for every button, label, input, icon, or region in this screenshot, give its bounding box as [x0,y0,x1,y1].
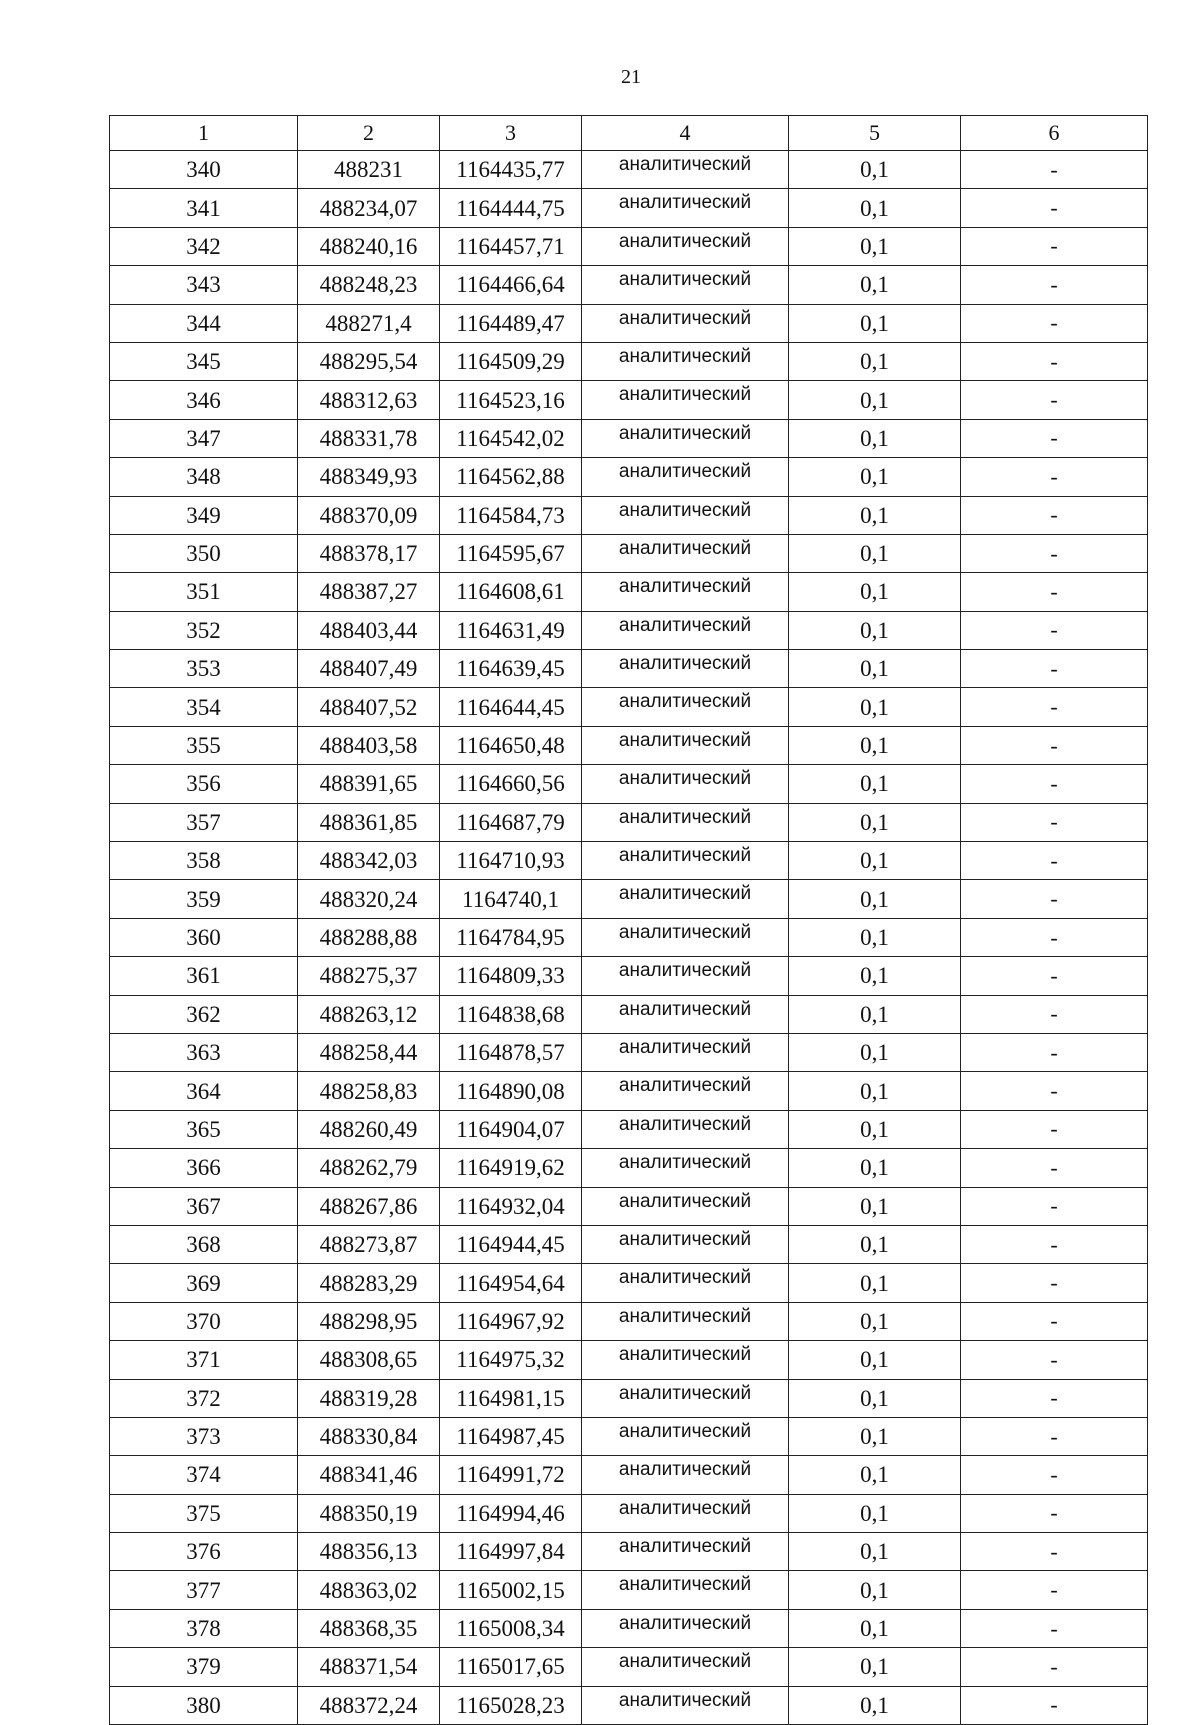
method-cell: аналитический [582,1686,789,1724]
accuracy-cell: 0,1 [789,227,961,265]
note-cell: - [961,1648,1148,1686]
x-coordinate-cell: 488403,44 [298,611,440,649]
accuracy-cell: 0,1 [789,880,961,918]
table-row [110,266,1148,304]
method-cell: аналитический [582,1187,789,1225]
accuracy-cell: 0,1 [789,957,961,995]
note-cell: - [961,381,1148,419]
y-coordinate-cell: 1164444,75 [440,189,582,227]
y-coordinate-cell: 1164967,92 [440,1302,582,1340]
table-row [110,1456,1148,1494]
note-cell: - [961,458,1148,496]
y-coordinate-cell: 1164838,68 [440,995,582,1033]
accuracy-cell: 0,1 [789,151,961,189]
table-row [110,534,1148,572]
method-cell: аналитический [582,650,789,688]
x-coordinate-cell: 488298,95 [298,1302,440,1340]
method-cell: аналитический [582,1571,789,1609]
table-row [110,381,1148,419]
accuracy-cell: 0,1 [789,1072,961,1110]
accuracy-cell: 0,1 [789,995,961,1033]
method-cell: аналитический [582,1225,789,1263]
point-number-cell: 362 [110,995,298,1033]
method-cell: аналитический [582,1494,789,1532]
x-coordinate-cell: 488331,78 [298,419,440,457]
accuracy-cell: 0,1 [789,1417,961,1455]
y-coordinate-cell: 1164542,02 [440,419,582,457]
table-row [110,1648,1148,1686]
y-coordinate-cell: 1164562,88 [440,458,582,496]
column-header: 1 [110,116,298,151]
method-cell: аналитический [582,496,789,534]
table-row [110,1302,1148,1340]
accuracy-cell: 0,1 [789,1187,961,1225]
x-coordinate-cell: 488308,65 [298,1341,440,1379]
accuracy-cell: 0,1 [789,688,961,726]
x-coordinate-cell: 488356,13 [298,1533,440,1571]
y-coordinate-cell: 1164710,93 [440,842,582,880]
y-coordinate-cell: 1164994,46 [440,1494,582,1532]
y-coordinate-cell: 1164687,79 [440,803,582,841]
method-cell: аналитический [582,726,789,764]
accuracy-cell: 0,1 [789,918,961,956]
method-cell: аналитический [582,227,789,265]
note-cell: - [961,1149,1148,1187]
point-number-cell: 348 [110,458,298,496]
method-cell: аналитический [582,995,789,1033]
accuracy-cell: 0,1 [789,1609,961,1647]
accuracy-cell: 0,1 [789,573,961,611]
accuracy-cell: 0,1 [789,1033,961,1071]
accuracy-cell: 0,1 [789,1686,961,1724]
method-cell: аналитический [582,688,789,726]
y-coordinate-cell: 1164809,33 [440,957,582,995]
accuracy-cell: 0,1 [789,803,961,841]
y-coordinate-cell: 1164991,72 [440,1456,582,1494]
y-coordinate-cell: 1164932,04 [440,1187,582,1225]
method-cell: аналитический [582,1149,789,1187]
x-coordinate-cell: 488262,79 [298,1149,440,1187]
note-cell: - [961,726,1148,764]
accuracy-cell: 0,1 [789,765,961,803]
x-coordinate-cell: 488349,93 [298,458,440,496]
y-coordinate-cell: 1164987,45 [440,1417,582,1455]
note-cell: - [961,957,1148,995]
accuracy-cell: 0,1 [789,534,961,572]
point-number-cell: 356 [110,765,298,803]
x-coordinate-cell: 488283,29 [298,1264,440,1302]
table-row [110,880,1148,918]
note-cell: - [961,611,1148,649]
accuracy-cell: 0,1 [789,419,961,457]
accuracy-cell: 0,1 [789,650,961,688]
table-row [110,458,1148,496]
method-cell: аналитический [582,918,789,956]
method-cell: аналитический [582,803,789,841]
table-row [110,1417,1148,1455]
table-row [110,1033,1148,1071]
x-coordinate-cell: 488267,86 [298,1187,440,1225]
method-cell: аналитический [582,765,789,803]
point-number-cell: 352 [110,611,298,649]
note-cell: - [961,1264,1148,1302]
y-coordinate-cell: 1164919,62 [440,1149,582,1187]
point-number-cell: 343 [110,266,298,304]
point-number-cell: 360 [110,918,298,956]
note-cell: - [961,1302,1148,1340]
x-coordinate-cell: 488407,52 [298,688,440,726]
x-coordinate-cell: 488330,84 [298,1417,440,1455]
accuracy-cell: 0,1 [789,1225,961,1263]
x-coordinate-cell: 488370,09 [298,496,440,534]
table-row [110,573,1148,611]
page-number: 21 [621,66,641,88]
point-number-cell: 347 [110,419,298,457]
note-cell: - [961,1033,1148,1071]
point-number-cell: 367 [110,1187,298,1225]
method-cell: аналитический [582,1417,789,1455]
table-row [110,726,1148,764]
point-number-cell: 344 [110,304,298,342]
x-coordinate-cell: 488263,12 [298,995,440,1033]
table-row [110,151,1148,189]
y-coordinate-cell: 1165028,23 [440,1686,582,1724]
note-cell: - [961,419,1148,457]
note-cell: - [961,151,1148,189]
y-coordinate-cell: 1164631,49 [440,611,582,649]
point-number-cell: 341 [110,189,298,227]
table-row [110,611,1148,649]
accuracy-cell: 0,1 [789,1110,961,1148]
point-number-cell: 376 [110,1533,298,1571]
note-cell: - [961,765,1148,803]
x-coordinate-cell: 488240,16 [298,227,440,265]
method-cell: аналитический [582,1072,789,1110]
accuracy-cell: 0,1 [789,1264,961,1302]
x-coordinate-cell: 488288,88 [298,918,440,956]
method-cell: аналитический [582,419,789,457]
method-cell: аналитический [582,1648,789,1686]
note-cell: - [961,227,1148,265]
y-coordinate-cell: 1164523,16 [440,381,582,419]
accuracy-cell: 0,1 [789,1494,961,1532]
x-coordinate-cell: 488403,58 [298,726,440,764]
method-cell: аналитический [582,880,789,918]
point-number-cell: 377 [110,1571,298,1609]
note-cell: - [961,304,1148,342]
table-row [110,496,1148,534]
x-coordinate-cell: 488273,87 [298,1225,440,1263]
note-cell: - [961,1456,1148,1494]
table-row [110,1379,1148,1417]
y-coordinate-cell: 1164457,71 [440,227,582,265]
y-coordinate-cell: 1165008,34 [440,1609,582,1647]
note-cell: - [961,1187,1148,1225]
coordinates-table [109,115,1148,1725]
accuracy-cell: 0,1 [789,1648,961,1686]
x-coordinate-cell: 488234,07 [298,189,440,227]
accuracy-cell: 0,1 [789,842,961,880]
y-coordinate-cell: 1165017,65 [440,1648,582,1686]
point-number-cell: 350 [110,534,298,572]
point-number-cell: 371 [110,1341,298,1379]
y-coordinate-cell: 1164466,64 [440,266,582,304]
point-number-cell: 358 [110,842,298,880]
x-coordinate-cell: 488258,44 [298,1033,440,1071]
point-number-cell: 374 [110,1456,298,1494]
table-row [110,189,1148,227]
point-number-cell: 355 [110,726,298,764]
method-cell: аналитический [582,1609,789,1647]
note-cell: - [961,1417,1148,1455]
point-number-cell: 353 [110,650,298,688]
method-cell: аналитический [582,1264,789,1302]
point-number-cell: 346 [110,381,298,419]
x-coordinate-cell: 488368,35 [298,1609,440,1647]
point-number-cell: 364 [110,1072,298,1110]
x-coordinate-cell: 488295,54 [298,342,440,380]
note-cell: - [961,842,1148,880]
y-coordinate-cell: 1165002,15 [440,1571,582,1609]
method-cell: аналитический [582,611,789,649]
x-coordinate-cell: 488342,03 [298,842,440,880]
y-coordinate-cell: 1164509,29 [440,342,582,380]
table-row [110,803,1148,841]
point-number-cell: 359 [110,880,298,918]
y-coordinate-cell: 1164650,48 [440,726,582,764]
method-cell: аналитический [582,957,789,995]
method-cell: аналитический [582,1341,789,1379]
x-coordinate-cell: 488231 [298,151,440,189]
point-number-cell: 375 [110,1494,298,1532]
method-cell: аналитический [582,1456,789,1494]
table-row [110,1341,1148,1379]
table-row [110,1494,1148,1532]
note-cell: - [961,189,1148,227]
point-number-cell: 379 [110,1648,298,1686]
table-row [110,227,1148,265]
method-cell: аналитический [582,1533,789,1571]
point-number-cell: 380 [110,1686,298,1724]
point-number-cell: 366 [110,1149,298,1187]
y-coordinate-cell: 1164595,67 [440,534,582,572]
point-number-cell: 365 [110,1110,298,1148]
point-number-cell: 370 [110,1302,298,1340]
x-coordinate-cell: 488248,23 [298,266,440,304]
table-row [110,842,1148,880]
note-cell: - [961,918,1148,956]
note-cell: - [961,1533,1148,1571]
y-coordinate-cell: 1164489,47 [440,304,582,342]
y-coordinate-cell: 1164608,61 [440,573,582,611]
table-row [110,765,1148,803]
note-cell: - [961,688,1148,726]
note-cell: - [961,803,1148,841]
accuracy-cell: 0,1 [789,1302,961,1340]
table-row [110,650,1148,688]
note-cell: - [961,573,1148,611]
y-coordinate-cell: 1164890,08 [440,1072,582,1110]
point-number-cell: 340 [110,151,298,189]
column-header: 5 [789,116,961,151]
y-coordinate-cell: 1164954,64 [440,1264,582,1302]
note-cell: - [961,1571,1148,1609]
note-cell: - [961,995,1148,1033]
table-row [110,957,1148,995]
method-cell: аналитический [582,151,789,189]
note-cell: - [961,266,1148,304]
y-coordinate-cell: 1164435,77 [440,151,582,189]
accuracy-cell: 0,1 [789,496,961,534]
table-row [110,1533,1148,1571]
table-row [110,1110,1148,1148]
note-cell: - [961,1686,1148,1724]
column-header: 4 [582,116,789,151]
method-cell: аналитический [582,1033,789,1071]
note-cell: - [961,880,1148,918]
point-number-cell: 342 [110,227,298,265]
accuracy-cell: 0,1 [789,726,961,764]
method-cell: аналитический [582,458,789,496]
method-cell: аналитический [582,342,789,380]
method-cell: аналитический [582,304,789,342]
point-number-cell: 351 [110,573,298,611]
y-coordinate-cell: 1164981,15 [440,1379,582,1417]
method-cell: аналитический [582,573,789,611]
y-coordinate-cell: 1164584,73 [440,496,582,534]
accuracy-cell: 0,1 [789,381,961,419]
x-coordinate-cell: 488372,24 [298,1686,440,1724]
column-header: 6 [961,116,1148,151]
point-number-cell: 345 [110,342,298,380]
point-number-cell: 372 [110,1379,298,1417]
column-header: 2 [298,116,440,151]
y-coordinate-cell: 1164944,45 [440,1225,582,1263]
accuracy-cell: 0,1 [789,266,961,304]
column-header: 3 [440,116,582,151]
accuracy-cell: 0,1 [789,1379,961,1417]
table-row [110,304,1148,342]
y-coordinate-cell: 1164740,1 [440,880,582,918]
point-number-cell: 369 [110,1264,298,1302]
method-cell: аналитический [582,1110,789,1148]
note-cell: - [961,496,1148,534]
point-number-cell: 368 [110,1225,298,1263]
table-row [110,1149,1148,1187]
table-row [110,419,1148,457]
x-coordinate-cell: 488271,4 [298,304,440,342]
note-cell: - [961,650,1148,688]
table-row [110,1609,1148,1647]
method-cell: аналитический [582,534,789,572]
point-number-cell: 363 [110,1033,298,1071]
note-cell: - [961,1072,1148,1110]
accuracy-cell: 0,1 [789,189,961,227]
x-coordinate-cell: 488350,19 [298,1494,440,1532]
note-cell: - [961,1379,1148,1417]
table-row [110,1072,1148,1110]
table-row [110,342,1148,380]
accuracy-cell: 0,1 [789,1533,961,1571]
accuracy-cell: 0,1 [789,1456,961,1494]
table-row [110,918,1148,956]
table-row [110,1225,1148,1263]
accuracy-cell: 0,1 [789,1149,961,1187]
note-cell: - [961,342,1148,380]
method-cell: аналитический [582,842,789,880]
x-coordinate-cell: 488258,83 [298,1072,440,1110]
note-cell: - [961,1225,1148,1263]
x-coordinate-cell: 488275,37 [298,957,440,995]
x-coordinate-cell: 488319,28 [298,1379,440,1417]
note-cell: - [961,1341,1148,1379]
x-coordinate-cell: 488391,65 [298,765,440,803]
y-coordinate-cell: 1164878,57 [440,1033,582,1071]
accuracy-cell: 0,1 [789,611,961,649]
method-cell: аналитический [582,189,789,227]
accuracy-cell: 0,1 [789,458,961,496]
x-coordinate-cell: 488363,02 [298,1571,440,1609]
y-coordinate-cell: 1164784,95 [440,918,582,956]
y-coordinate-cell: 1164639,45 [440,650,582,688]
accuracy-cell: 0,1 [789,342,961,380]
table-row [110,1686,1148,1724]
table-header-row [110,116,1148,151]
y-coordinate-cell: 1164644,45 [440,688,582,726]
table-row [110,688,1148,726]
method-cell: аналитический [582,1302,789,1340]
accuracy-cell: 0,1 [789,1341,961,1379]
note-cell: - [961,534,1148,572]
point-number-cell: 357 [110,803,298,841]
y-coordinate-cell: 1164660,56 [440,765,582,803]
x-coordinate-cell: 488312,63 [298,381,440,419]
x-coordinate-cell: 488341,46 [298,1456,440,1494]
point-number-cell: 361 [110,957,298,995]
accuracy-cell: 0,1 [789,1571,961,1609]
table-body [110,116,1148,1725]
x-coordinate-cell: 488407,49 [298,650,440,688]
y-coordinate-cell: 1164904,07 [440,1110,582,1148]
x-coordinate-cell: 488260,49 [298,1110,440,1148]
x-coordinate-cell: 488320,24 [298,880,440,918]
x-coordinate-cell: 488387,27 [298,573,440,611]
note-cell: - [961,1110,1148,1148]
x-coordinate-cell: 488378,17 [298,534,440,572]
method-cell: аналитический [582,381,789,419]
point-number-cell: 354 [110,688,298,726]
point-number-cell: 349 [110,496,298,534]
x-coordinate-cell: 488371,54 [298,1648,440,1686]
accuracy-cell: 0,1 [789,304,961,342]
table-row [110,1187,1148,1225]
y-coordinate-cell: 1164997,84 [440,1533,582,1571]
y-coordinate-cell: 1164975,32 [440,1341,582,1379]
table-row [110,995,1148,1033]
note-cell: - [961,1494,1148,1532]
method-cell: аналитический [582,266,789,304]
method-cell: аналитический [582,1379,789,1417]
point-number-cell: 378 [110,1609,298,1647]
x-coordinate-cell: 488361,85 [298,803,440,841]
note-cell: - [961,1609,1148,1647]
table-row [110,1264,1148,1302]
point-number-cell: 373 [110,1417,298,1455]
table-row [110,1571,1148,1609]
